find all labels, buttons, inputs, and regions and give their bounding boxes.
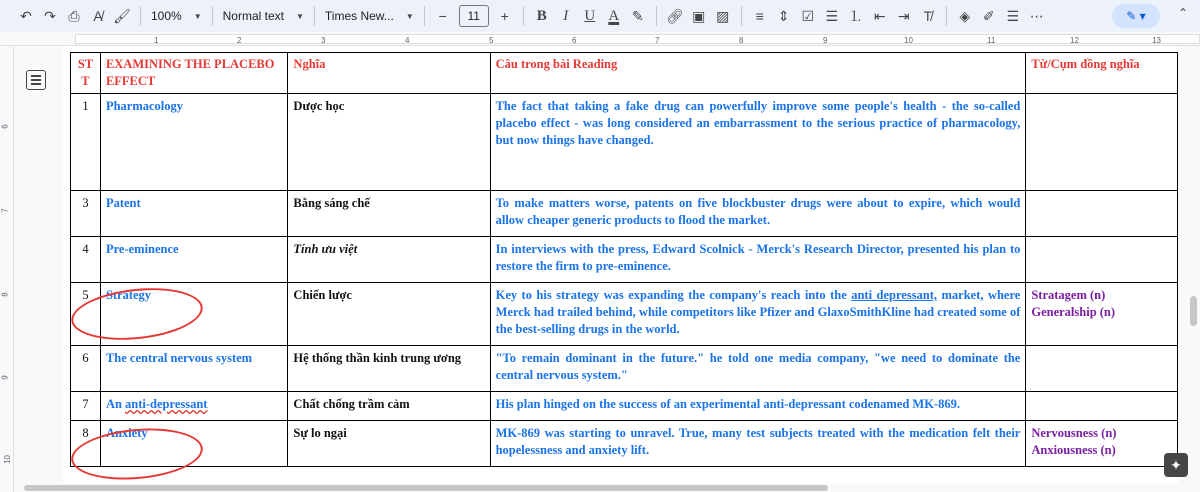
border-dash-icon[interactable]: ⋯ — [1029, 7, 1044, 24]
ruler-mark: 7 — [0, 208, 10, 213]
cell-meaning: Sự lo ngại — [288, 421, 490, 467]
cell-sentence: MK-869 was starting to unravel. True, many test subjects treated with the medication felt their hopelessness and anxiety lift. — [490, 421, 1026, 467]
cell-meaning: Bằng sáng chế — [288, 191, 490, 237]
undo-icon[interactable]: ↶ — [20, 7, 32, 24]
spellcheck-word[interactable]: anti-depressant — [125, 397, 208, 411]
scrollbar-thumb[interactable] — [24, 485, 828, 491]
style-value: Normal text — [222, 9, 284, 23]
explore-sparkle-icon[interactable]: ✦ — [1164, 453, 1188, 477]
synonym-item: Stratagem (n) — [1031, 288, 1106, 302]
cell-stt: 5 — [71, 283, 101, 346]
italic-button[interactable]: I — [563, 7, 569, 24]
header-word: EXAMINING THE PLACEBO EFFECT — [100, 53, 287, 94]
ruler-mark: 9 — [0, 375, 10, 380]
ruler-mark: 13 — [1152, 36, 1161, 45]
cell-stt: 3 — [71, 191, 101, 237]
cell-synonym — [1026, 346, 1178, 392]
cell-sentence: His plan hinged on the success of an experimental anti-depressant codenamed MK-869. — [490, 392, 1026, 421]
toolbar-divider — [523, 6, 524, 26]
toolbar-divider — [212, 6, 213, 26]
ruler-mark: 7 — [655, 36, 660, 45]
ruler-mark: 10 — [2, 455, 12, 464]
image-icon[interactable]: ▨ — [716, 7, 730, 24]
cell-sentence: "To remain dominant in the future." he told one media company, "we need to dominate the central nervous system." — [490, 346, 1026, 392]
decrease-font-button[interactable]: − — [438, 8, 447, 24]
table-row — [71, 283, 1178, 346]
document-outline-icon[interactable] — [26, 70, 46, 90]
link-icon[interactable]: 🔗︎ — [665, 7, 684, 24]
spellcheck-icon[interactable]: A̸ — [93, 8, 103, 24]
style-select[interactable] — [219, 4, 308, 28]
font-size-input[interactable]: 11 — [459, 5, 489, 27]
increase-indent-icon[interactable]: ⇥ — [897, 7, 910, 24]
ruler-mark: 6 — [0, 124, 10, 129]
ruler-mark: 11 — [987, 36, 996, 45]
cell-meaning: Chiến lược — [288, 283, 490, 346]
scrollbar-thumb[interactable] — [1190, 296, 1197, 326]
cell-synonym — [1026, 94, 1178, 191]
ruler-track — [75, 34, 1200, 44]
toolbar-divider — [656, 6, 657, 26]
ruler-mark: 2 — [237, 36, 242, 45]
highlight-icon[interactable]: ✎ — [631, 7, 644, 24]
table-row — [71, 346, 1178, 392]
cell-word: Strategy — [100, 283, 287, 346]
word-text: An — [105, 397, 126, 411]
toolbar-divider — [741, 6, 742, 26]
clear-formatting-icon[interactable]: T̸ — [923, 8, 933, 24]
redo-icon[interactable]: ↷ — [44, 7, 56, 24]
cell-sentence: To make matters worse, patents on five blockbuster drugs were about to expire, which would allow cheaper generic products to flood the market. — [490, 191, 1026, 237]
font-value: Times New... — [324, 9, 394, 23]
toolbar — [0, 0, 1200, 32]
pencil-icon: ✎ ▾ — [1126, 9, 1146, 23]
ruler-mark: 6 — [572, 36, 577, 45]
horizontal-scrollbar[interactable] — [14, 484, 1186, 492]
editing-mode-button[interactable] — [1112, 4, 1160, 28]
cell-synonym — [1026, 237, 1178, 283]
cell-meaning: Chất chống trầm cảm — [288, 392, 490, 421]
ruler-mark: 5 — [489, 36, 494, 45]
bold-button[interactable]: B — [536, 7, 547, 24]
cell-stt: 7 — [71, 392, 101, 421]
cell-stt: 8 — [71, 421, 101, 467]
header-meaning: Nghĩa — [288, 53, 490, 94]
cell-fill-icon[interactable]: ◈ — [959, 7, 971, 24]
cell-sentence: The fact that taking a fake drug can powerfully improve some people's health - the so-called placebo effect - was long considered an embarrassment to the serious practice of pharmacology, but now things have changed. — [490, 94, 1026, 191]
cell-synonym — [1026, 283, 1178, 346]
collapse-toolbar-icon[interactable]: ⌃ — [1177, 6, 1188, 20]
toolbar-divider — [140, 6, 141, 26]
cell-word: Patent — [100, 191, 287, 237]
chevron-down-icon: ▼ — [405, 11, 414, 21]
increase-font-button[interactable]: + — [500, 8, 509, 24]
cell-synonym — [1026, 392, 1178, 421]
decrease-indent-icon[interactable]: ⇤ — [873, 7, 886, 24]
synonym-item: Generalship (n) — [1031, 305, 1116, 319]
cell-stt: 6 — [71, 346, 101, 392]
table-row — [71, 421, 1178, 467]
zoom-select[interactable] — [147, 4, 206, 28]
chevron-down-icon: ▼ — [193, 11, 202, 21]
header-stt: ST T — [71, 53, 101, 94]
ruler-mark: 8 — [0, 292, 10, 297]
table-header-row — [71, 53, 1178, 94]
ruler-mark: 8 — [739, 36, 744, 45]
vertical-ruler[interactable] — [0, 46, 14, 492]
cell-meaning: Dược học — [288, 94, 490, 191]
cell-meaning: Hệ thống thần kinh trung ương — [288, 346, 490, 392]
sentence-text: Key to his strategy was expanding the company's reach into the — [495, 288, 852, 302]
cell-synonym — [1026, 421, 1178, 467]
synonym-item: Anxiousness (n) — [1031, 443, 1116, 457]
ruler-mark: 4 — [405, 36, 410, 45]
toolbar-divider — [314, 6, 315, 26]
toolbar-divider — [946, 6, 947, 26]
vertical-scrollbar[interactable] — [1186, 46, 1200, 492]
synonym-item: Nervousness (n) — [1031, 426, 1117, 440]
sentence-text: market, where Merck had trailed behind, while competitors like Pfizer and GlaxoSmithKline had created some of the best-selling drugs in the world. — [495, 288, 1021, 336]
document-page[interactable] — [63, 46, 1178, 484]
print-icon[interactable]: ⎙ — [68, 7, 80, 24]
ruler-mark: 9 — [823, 36, 828, 45]
header-sentence: Câu trong bài Reading — [490, 53, 1026, 94]
comment-icon[interactable]: ▣ — [692, 7, 706, 24]
horizontal-ruler[interactable] — [0, 32, 1200, 46]
font-select[interactable] — [321, 4, 418, 28]
cell-word: Pre-eminence — [100, 237, 287, 283]
ruler-mark: 1 — [154, 36, 159, 45]
table-row — [71, 191, 1178, 237]
cell-sentence — [490, 283, 1026, 346]
cell-synonym — [1026, 191, 1178, 237]
paint-format-icon[interactable]: 🖌︎ — [113, 7, 131, 24]
cell-word: The central nervous system — [100, 346, 287, 392]
line-spacing-icon[interactable]: ⇕ — [777, 7, 790, 24]
numbered-list-icon[interactable]: ⒈ — [848, 8, 863, 24]
cell-stt: 4 — [71, 237, 101, 283]
bulleted-list-icon[interactable]: ☰ — [825, 7, 839, 24]
cell-word: Pharmacology — [100, 94, 287, 191]
table-row — [71, 237, 1178, 283]
sentence-underlined-word: anti depressant, — [851, 288, 938, 302]
cell-meaning: Tính ưu việt — [288, 237, 490, 283]
ruler-mark: 10 — [904, 36, 913, 45]
cell-word: Anxiety — [100, 421, 287, 467]
header-synonym: Từ/Cụm đồng nghĩa — [1026, 53, 1178, 94]
cell-stt: 1 — [71, 94, 101, 191]
chevron-down-icon: ▼ — [295, 11, 304, 21]
font-size-control — [431, 4, 517, 28]
border-color-icon[interactable]: ✐ — [982, 7, 995, 24]
zoom-value: 100% — [151, 9, 182, 23]
vocabulary-table — [70, 52, 1178, 467]
toolbar-divider — [424, 6, 425, 26]
table-row — [71, 94, 1178, 191]
ruler-mark: 12 — [1070, 36, 1079, 45]
checklist-icon[interactable]: ☑ — [801, 7, 815, 24]
cell-word — [100, 392, 287, 421]
border-width-icon[interactable]: ☰ — [1006, 7, 1020, 24]
align-icon[interactable]: ≡ — [755, 8, 764, 24]
underline-button[interactable]: U — [584, 7, 596, 24]
cell-sentence: In interviews with the press, Edward Scolnick - Merck's Research Director, presented his plan to restore the firm to pre-eminence. — [490, 237, 1026, 283]
table-row — [71, 392, 1178, 421]
text-color-button[interactable]: A — [608, 7, 620, 24]
ruler-mark: 3 — [321, 36, 326, 45]
